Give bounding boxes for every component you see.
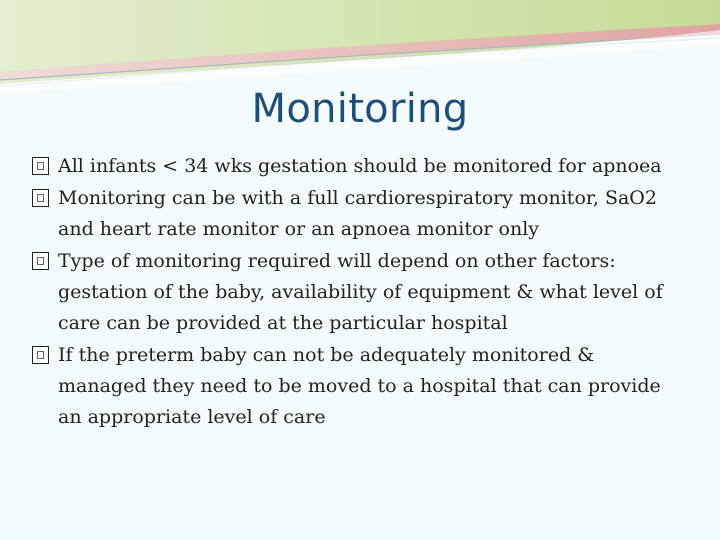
- square-bullet-icon: [32, 346, 49, 364]
- bullet-item: [32, 246, 682, 339]
- bullet-list: [32, 151, 682, 434]
- header-decoration: [0, 0, 720, 95]
- bullet-text: Monitoring can be with a full cardiorespiratory monitor, SaO2 and heart rate monitor or an apnoea monitor only: [58, 187, 657, 240]
- square-bullet-icon: [32, 189, 49, 207]
- bullet-item: [32, 183, 682, 245]
- bullet-text: If the preterm baby can not be adequately monitored & managed they need to be moved to a hospital that can provide an appropriate level of care: [58, 344, 661, 428]
- bullet-item: [32, 340, 682, 433]
- bullet-text: All infants < 34 wks gestation should be monitored for apnoea: [58, 155, 662, 177]
- bullet-item: [32, 151, 682, 182]
- square-bullet-icon: [32, 157, 49, 175]
- bullet-text: Type of monitoring required will depend on other factors: gestation of the baby, availability of equipment & what level of care can be provided at the particular hospital: [58, 250, 663, 334]
- square-bullet-icon: [32, 252, 49, 270]
- slide-title: Monitoring: [251, 86, 469, 132]
